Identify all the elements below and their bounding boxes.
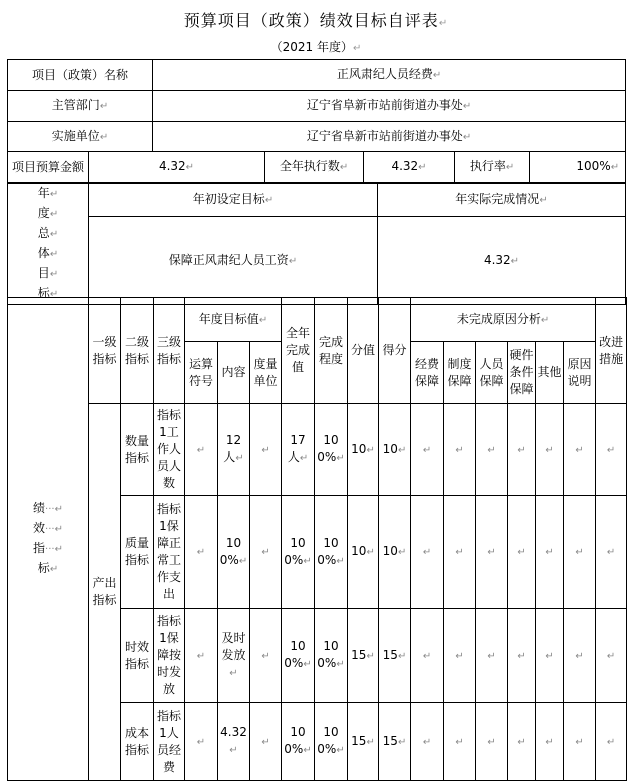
performance-table (7, 297, 627, 781)
goal-side-label: 年↵ 度↵ 总↵ 体↵ 目↵ 标↵ (8, 184, 89, 305)
unit-cell: ↵ (250, 609, 282, 703)
page-title: 预算项目（政策）绩效目标自评表↵ (183, 11, 449, 30)
header-score: 得分 (379, 298, 411, 404)
empty-cell: ↵ (508, 703, 536, 781)
header-staff: 人员保障 (476, 342, 508, 404)
level2-cell: 时效指标 (121, 609, 154, 703)
score-cell: 10↵ (379, 404, 411, 496)
rate-label: 执行率↵ (455, 152, 530, 183)
empty-cell: ↵ (564, 404, 596, 496)
level2-cell: 成本指标 (121, 703, 154, 781)
content-cell: 及时发放↵ (218, 609, 250, 703)
initial-goal-header: 年初设定目标↵ (89, 184, 378, 217)
budget-amount-label: 项目预算金额 (8, 152, 89, 183)
header-level3: 三级指标 (154, 298, 185, 404)
level3-cell: 指标1保障正常工作支出 (154, 496, 185, 609)
header-op: 运算符号 (185, 342, 218, 404)
actual-goal-header: 年实际完成情况↵ (378, 184, 626, 217)
empty-cell: ↵ (444, 404, 476, 496)
goal-table (7, 183, 626, 305)
empty-cell: ↵ (508, 496, 536, 609)
empty-cell: ↵ (476, 496, 508, 609)
project-name-value: 正风肃纪人员经费↵ (153, 60, 626, 91)
empty-cell: ↵ (508, 609, 536, 703)
degree-cell: 100%↵ (315, 496, 348, 609)
header-level2: 二级指标 (121, 298, 154, 404)
empty-cell: ↵ (411, 496, 444, 609)
empty-cell: ↵ (444, 496, 476, 609)
info-table (7, 59, 626, 183)
empty-cell: ↵ (596, 404, 627, 496)
empty-cell: ↵ (536, 703, 564, 781)
level3-cell: 指标1保障按时发放 (154, 609, 185, 703)
empty-cell: ↵ (444, 703, 476, 781)
header-reasons: 未完成原因分析↵ (411, 298, 596, 342)
score-cell: 15↵ (379, 703, 411, 781)
empty-cell: ↵ (476, 703, 508, 781)
score-value-cell: 10↵ (348, 404, 379, 496)
score-value-cell: 15↵ (348, 703, 379, 781)
empty-cell: ↵ (411, 703, 444, 781)
level1-value: 产出指标 (89, 404, 121, 781)
empty-cell: ↵ (596, 609, 627, 703)
content-cell: 4.32↵ (218, 703, 250, 781)
empty-cell: ↵ (536, 404, 564, 496)
actual-goal-value: 4.32↵ (378, 217, 626, 305)
header-system: 制度保障 (444, 342, 476, 404)
exec-value: 4.32↵ (364, 152, 455, 183)
header-fund: 经费保障 (411, 342, 444, 404)
year-subtitle: （2021 年度）↵ (270, 40, 362, 54)
dept-value: 辽宁省阜新市站前街道办事处↵ (153, 91, 626, 122)
op-cell: ↵ (185, 496, 218, 609)
header-other: 其他 (536, 342, 564, 404)
header-full-year: 全年完成值 (282, 298, 315, 404)
score-value-cell: 10↵ (348, 496, 379, 609)
empty-cell: ↵ (564, 496, 596, 609)
full-year-cell: 100%↵ (282, 703, 315, 781)
full-year-cell: 100%↵ (282, 609, 315, 703)
impl-label: 实施单位↵ (8, 122, 153, 152)
header-reason-desc: 原因说明 (564, 342, 596, 404)
header-content: 内容 (218, 342, 250, 404)
empty-cell: ↵ (444, 609, 476, 703)
unit-cell: ↵ (250, 703, 282, 781)
level3-cell: 指标1人员经费 (154, 703, 185, 781)
empty-cell: ↵ (536, 609, 564, 703)
rate-value: 100%↵ (530, 152, 626, 183)
header-improve: 改进措施 (596, 298, 627, 404)
empty-cell: ↵ (476, 609, 508, 703)
header-hardware: 硬件条件保障 (508, 342, 536, 404)
unit-cell: ↵ (250, 496, 282, 609)
impl-value: 辽宁省阜新市站前街道办事处↵ (153, 122, 626, 152)
exec-label: 全年执行数↵ (265, 152, 364, 183)
header-degree: 完成程度 (315, 298, 348, 404)
empty-cell: ↵ (564, 609, 596, 703)
perf-side-label: 绩···↵ 效···↵ 指···↵ 标↵ (8, 298, 89, 781)
header-level1: 一级指标 (89, 298, 121, 404)
dept-label: 主管部门↵ (8, 91, 153, 122)
empty-cell: ↵ (564, 703, 596, 781)
empty-cell: ↵ (411, 609, 444, 703)
budget-amount-value: 4.32↵ (89, 152, 265, 183)
content-cell: 100%↵ (218, 496, 250, 609)
degree-cell: 100%↵ (315, 703, 348, 781)
project-name-label: 项目（政策）名称 (8, 60, 153, 91)
initial-goal-value: 保障正风肃纪人员工资↵ (89, 217, 378, 305)
op-cell: ↵ (185, 609, 218, 703)
degree-cell: 100%↵ (315, 609, 348, 703)
full-year-cell: 17 人↵ (282, 404, 315, 496)
score-value-cell: 15↵ (348, 609, 379, 703)
empty-cell: ↵ (411, 404, 444, 496)
level3-cell: 指标1工作人员人数 (154, 404, 185, 496)
level2-cell: 数量指标 (121, 404, 154, 496)
level2-cell: 质量指标 (121, 496, 154, 609)
empty-cell: ↵ (596, 703, 627, 781)
full-year-cell: 100%↵ (282, 496, 315, 609)
op-cell: ↵ (185, 703, 218, 781)
table-row (8, 404, 627, 496)
score-cell: 10↵ (379, 496, 411, 609)
degree-cell: 100%↵ (315, 404, 348, 496)
empty-cell: ↵ (508, 404, 536, 496)
header-unit: 度量单位 (250, 342, 282, 404)
unit-cell: ↵ (250, 404, 282, 496)
header-score-value: 分值 (348, 298, 379, 404)
score-cell: 15↵ (379, 609, 411, 703)
empty-cell: ↵ (596, 496, 627, 609)
content-cell: 12 人↵ (218, 404, 250, 496)
empty-cell: ↵ (476, 404, 508, 496)
header-target: 年度目标值↵ (185, 298, 282, 342)
op-cell: ↵ (185, 404, 218, 496)
empty-cell: ↵ (536, 496, 564, 609)
